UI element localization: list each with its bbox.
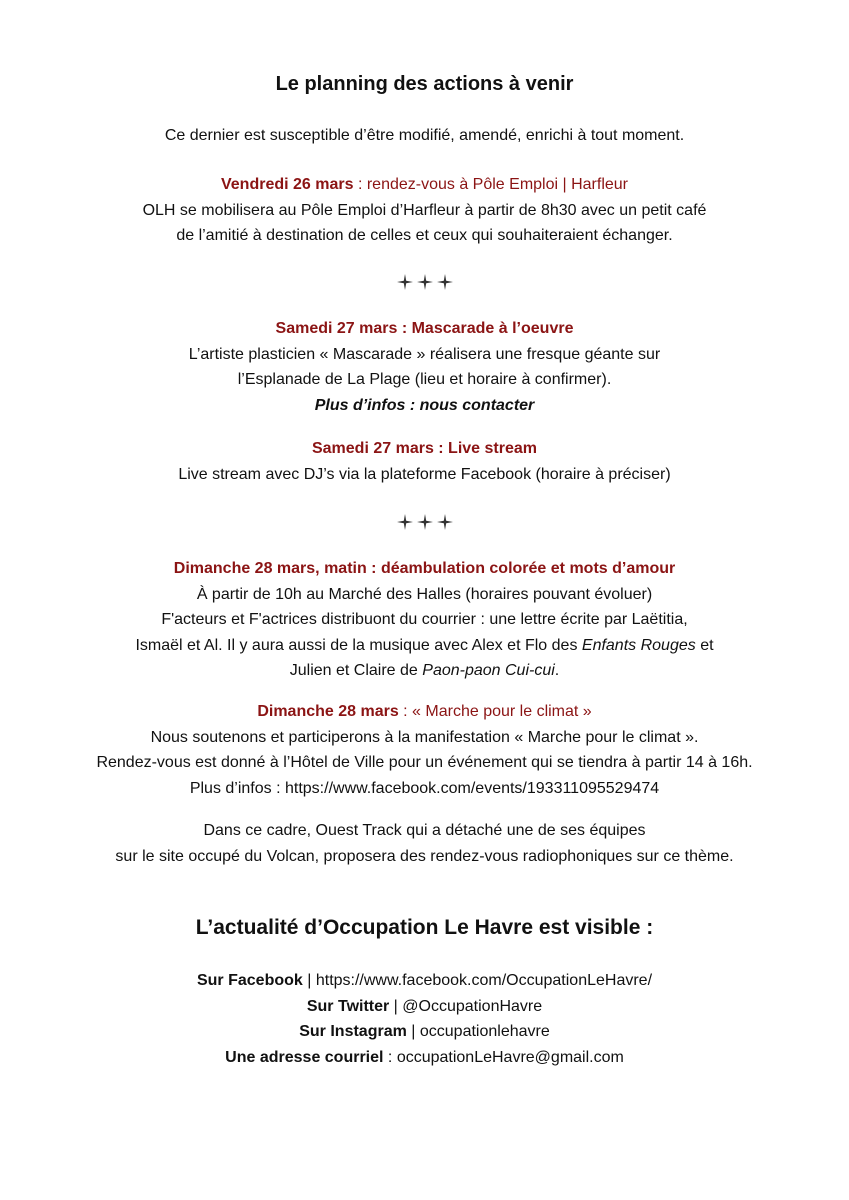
contact-sep: | bbox=[389, 997, 403, 1015]
page-title: Le planning des actions à venir bbox=[275, 73, 574, 95]
three-stars-separator-icon bbox=[0, 272, 849, 292]
contact-label: Sur Twitter bbox=[306, 997, 390, 1015]
event-date: Vendredi 26 mars bbox=[220, 176, 354, 193]
intro-line: Ce dernier est susceptible d’être modifié, amendé, enrichi à tout moment. bbox=[164, 127, 685, 144]
event-dimanche-28-matin bbox=[0, 556, 849, 684]
event-line: L’artiste plasticien « Mascarade » réalisera une fresque géante sur bbox=[188, 345, 661, 363]
event-vendredi-26 bbox=[0, 172, 849, 249]
event-line bbox=[0, 633, 849, 659]
contact-label: Sur Facebook bbox=[196, 972, 303, 989]
event-extra-info bbox=[0, 818, 849, 869]
three-stars-separator-icon bbox=[0, 512, 849, 532]
band-name-enfants-rouges: Enfants Rouges bbox=[581, 636, 696, 654]
event-title bbox=[0, 699, 849, 725]
event-title: Dimanche 28 mars, matin : déambulation colorée et mots d’amour bbox=[173, 560, 676, 577]
event-samedi-27-live-stream bbox=[0, 436, 849, 487]
event-line bbox=[0, 658, 849, 684]
contact-facebook bbox=[0, 968, 849, 994]
contact-heading: L’actualité d’Occupation Le Havre est visible : bbox=[195, 916, 654, 939]
event-more-info: Plus d’infos : nous contacter bbox=[314, 396, 535, 414]
contact-link[interactable]: occupationLeHavre@gmail.com bbox=[396, 1048, 624, 1066]
event-date: Dimanche 28 mars bbox=[257, 703, 399, 720]
contact-sep: | bbox=[406, 1023, 420, 1040]
contact-label: Une adresse courriel bbox=[225, 1048, 384, 1066]
event-dimanche-28-marche-climat bbox=[0, 699, 849, 801]
event-samedi-27-mascarade bbox=[0, 316, 849, 418]
event-line: sur le site occupé du Volcan, proposera des rendez-vous radiophoniques sur ce thème. bbox=[115, 847, 734, 865]
event-line: À partir de 10h au Marché des Halles (horaires pouvant évoluer) bbox=[196, 585, 653, 603]
star-glyphs bbox=[395, 272, 455, 292]
event-line-part: Julien et Claire de bbox=[289, 662, 423, 679]
contact-twitter bbox=[0, 994, 849, 1020]
event-line: Nous soutenons et participerons à la manifestation « Marche pour le climat ». bbox=[150, 728, 699, 746]
event-title bbox=[0, 172, 849, 198]
event-title: Samedi 27 mars : Live stream bbox=[311, 440, 537, 457]
contact-email bbox=[0, 1045, 849, 1071]
band-name-paon-paon: Paon-paon Cui-cui bbox=[422, 662, 555, 679]
event-line: OLH se mobilisera au Pôle Emploi d’Harfleur à partir de 8h30 avec un petit café bbox=[142, 201, 707, 219]
star-glyphs bbox=[395, 512, 455, 532]
event-link-line[interactable]: Plus d’infos : https://www.facebook.com/events/193311095529474 bbox=[189, 779, 660, 797]
event-title: Samedi 27 mars : Mascarade à l’oeuvre bbox=[275, 320, 574, 337]
contact-instagram bbox=[0, 1019, 849, 1045]
event-line-part: Ismaël et Al. Il y aura aussi de la musique avec Alex et Flo des bbox=[135, 636, 582, 654]
contact-link[interactable]: occupationlehavre bbox=[419, 1023, 550, 1040]
contact-link[interactable]: https://www.facebook.com/OccupationLeHavre/ bbox=[315, 972, 653, 989]
event-line: F'acteurs et F'actrices distribuont du courrier : une lettre écrite par Laëtitia, bbox=[161, 611, 688, 628]
event-line-part: et bbox=[695, 636, 714, 654]
contact-list bbox=[0, 968, 849, 1070]
contact-label: Sur Instagram bbox=[299, 1023, 407, 1040]
intro-text bbox=[0, 123, 849, 149]
event-line-part: . bbox=[554, 662, 560, 679]
contact-sep: : bbox=[383, 1048, 397, 1066]
event-line: Rendez-vous est donné à l’Hôtel de Ville pour un événement qui se tiendra à partir 14 à 16h. bbox=[96, 754, 753, 771]
contact-sep: | bbox=[302, 972, 316, 989]
event-title-rest: : rendez-vous à Pôle Emploi | Harfleur bbox=[353, 176, 628, 193]
event-line: l’Esplanade de La Plage (lieu et horaire à confirmer). bbox=[237, 371, 612, 388]
event-line: Dans ce cadre, Ouest Track qui a détaché une de ses équipes bbox=[203, 822, 646, 839]
event-title-rest: : « Marche pour le climat » bbox=[398, 703, 592, 720]
contact-link[interactable]: @OccupationHavre bbox=[402, 997, 543, 1015]
event-line: de l’amitié à destination de celles et ceux qui souhaiteraient échanger. bbox=[176, 227, 673, 244]
event-line: Live stream avec DJ’s via la plateforme Facebook (horaire à préciser) bbox=[178, 465, 671, 483]
